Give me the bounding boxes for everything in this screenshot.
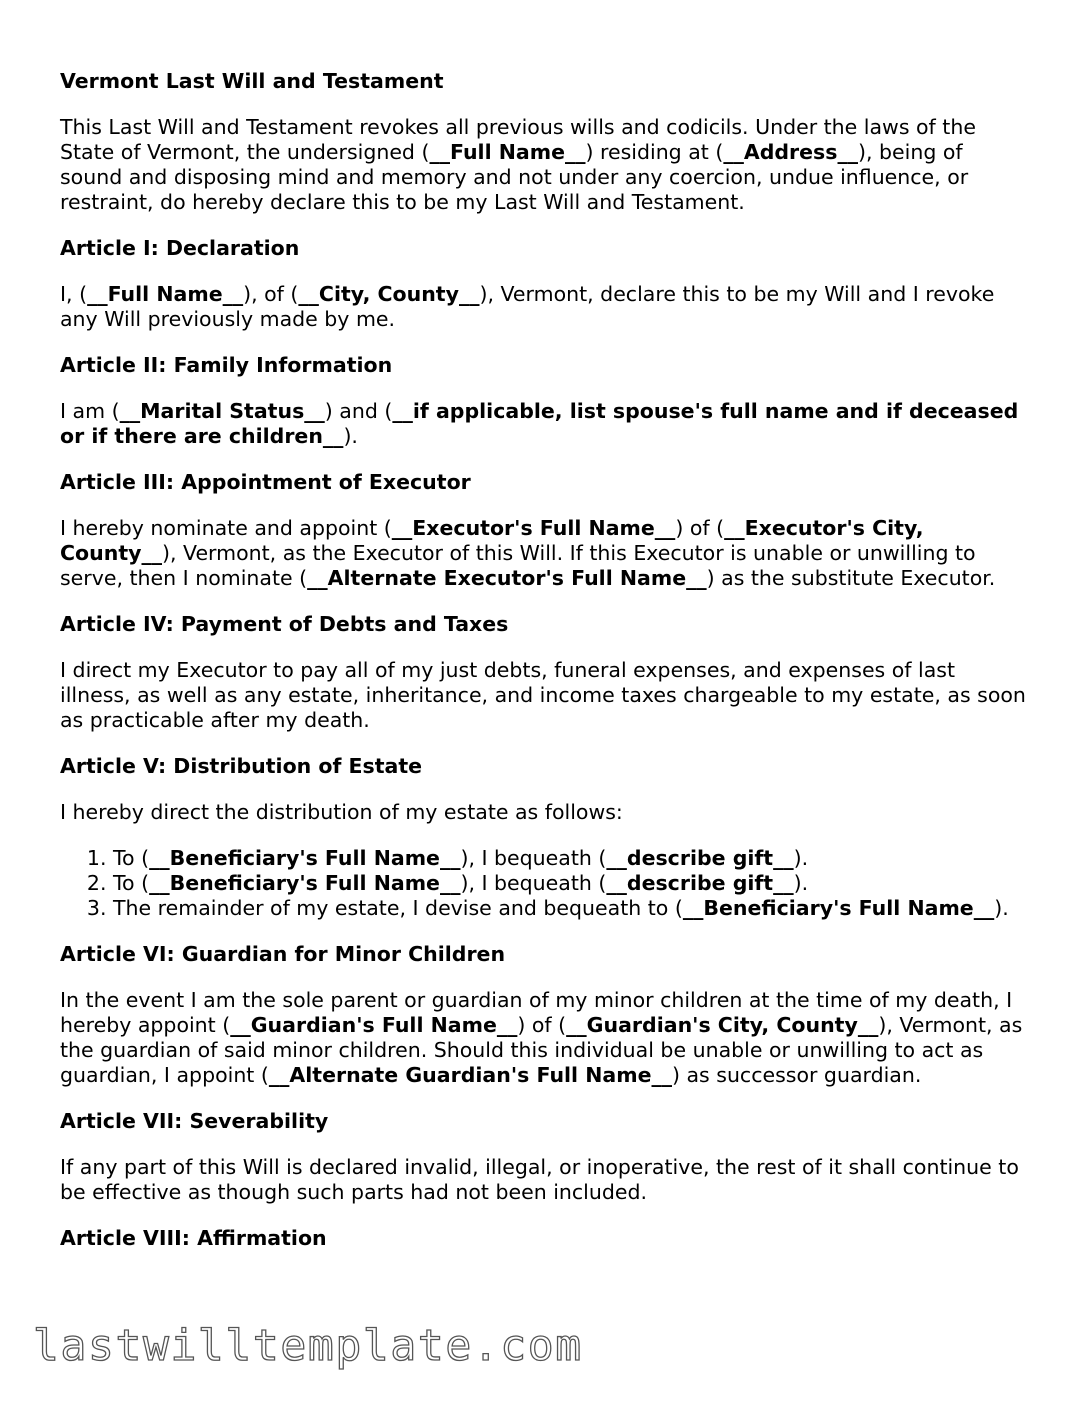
- document-page: [60, 69, 1030, 1272]
- guardian-name-field: __Guardian's Full Name__: [230, 1013, 518, 1037]
- intro-paragraph: This Last Will and Testament revokes all previous wills and codicils. Under the laws of the State of Vermont, the undersigned (__Full Name__) residing at (__Address__), being of sound and disposing mind and memory and not under any coercion, undue influence, or restraint, do hereby declare this to be my Last Will and Testament.: [60, 115, 976, 214]
- article-1-heading: Article I: Declaration: [60, 236, 300, 260]
- article-2-heading: Article II: Family Information: [60, 353, 393, 377]
- full-name-field: __Full Name__: [87, 282, 244, 306]
- article-5-text: I hereby direct the distribution of my estate as follows:: [60, 800, 623, 824]
- article-7-heading: Article VII: Severability: [60, 1109, 329, 1133]
- article-3-text: I hereby nominate and appoint (__Executor's Full Name__) of (__Executor's City, County__), Vermont, as the Executor of this Will. If this Executor is unable or unwilling to serve, then I nominate (__Alternate Executor's Full Name__) as the substitute Executor.: [60, 516, 996, 590]
- list-item: 1. To (__Beneficiary's Full Name__), I bequeath (__describe gift__).: [113, 846, 1030, 871]
- article-2-text: I am (__Marital Status__) and (__if applicable, list spouse's full name and if deceased or if there are children__).: [60, 399, 1019, 448]
- article-4-text: I direct my Executor to pay all of my just debts, funeral expenses, and expenses of last illness, as well as any estate, inheritance, and income taxes chargeable to my estate, as soon as practicable after my death.: [60, 658, 1026, 732]
- article-1-text: I, (__Full Name__), of (__City, County__), Vermont, declare this to be my Will and I revoke any Will previously made by me.: [60, 282, 995, 331]
- article-6-heading: Article VI: Guardian for Minor Children: [60, 942, 506, 966]
- document-title: Vermont Last Will and Testament: [60, 69, 444, 93]
- article-7-text: If any part of this Will is declared invalid, illegal, or inoperative, the rest of it shall continue to be effective as though such parts had not been included.: [60, 1155, 1019, 1204]
- executor-city-county-field: __Executor's City, County__: [60, 516, 924, 565]
- article-4-heading: Article IV: Payment of Debts and Taxes: [60, 612, 509, 636]
- beneficiary-name-field: __Beneficiary's Full Name__: [149, 846, 461, 870]
- watermark: lastwilltemplate.com: [33, 1321, 583, 1371]
- gift-field: __describe gift__: [606, 871, 794, 895]
- marital-status-field: __Marital Status__: [119, 399, 325, 423]
- article-8-heading: Article VIII: Affirmation: [60, 1226, 327, 1250]
- executor-name-field: __Executor's Full Name__: [391, 516, 676, 540]
- distribution-list: [60, 846, 1030, 921]
- guardian-city-county-field: __Guardian's City, County__: [566, 1013, 879, 1037]
- beneficiary-name-field: __Beneficiary's Full Name__: [149, 871, 461, 895]
- article-6-text: In the event I am the sole parent or guardian of my minor children at the time of my death, I hereby appoint (__Guardian's Full Name__) of (__Guardian's City, County__), Vermont, as the guardian of said minor children. Should this individual be unable or unwilling to act as guardian, I appoint (__Alternate Guardian's Full Name__) as successor guardian.: [60, 988, 1023, 1087]
- alternate-guardian-field: __Alternate Guardian's Full Name__: [268, 1063, 672, 1087]
- article-3-heading: Article III: Appointment of Executor: [60, 470, 471, 494]
- address-field: __Address__: [723, 140, 858, 164]
- alternate-executor-field: __Alternate Executor's Full Name__: [307, 566, 707, 590]
- spouse-info-field: __if applicable, list spouse's full name and if deceased or if there are children__: [60, 399, 1019, 448]
- list-item: 3. The remainder of my estate, I devise and bequeath to (__Beneficiary's Full Name__).: [113, 896, 1030, 921]
- list-item: 2. To (__Beneficiary's Full Name__), I bequeath (__describe gift__).: [113, 871, 1030, 896]
- full-name-field: __Full Name__: [429, 140, 586, 164]
- article-5-heading: Article V: Distribution of Estate: [60, 754, 423, 778]
- city-county-field: __City, County__: [298, 282, 480, 306]
- gift-field: __describe gift__: [606, 846, 794, 870]
- beneficiary-name-field: __Beneficiary's Full Name__: [682, 896, 995, 920]
